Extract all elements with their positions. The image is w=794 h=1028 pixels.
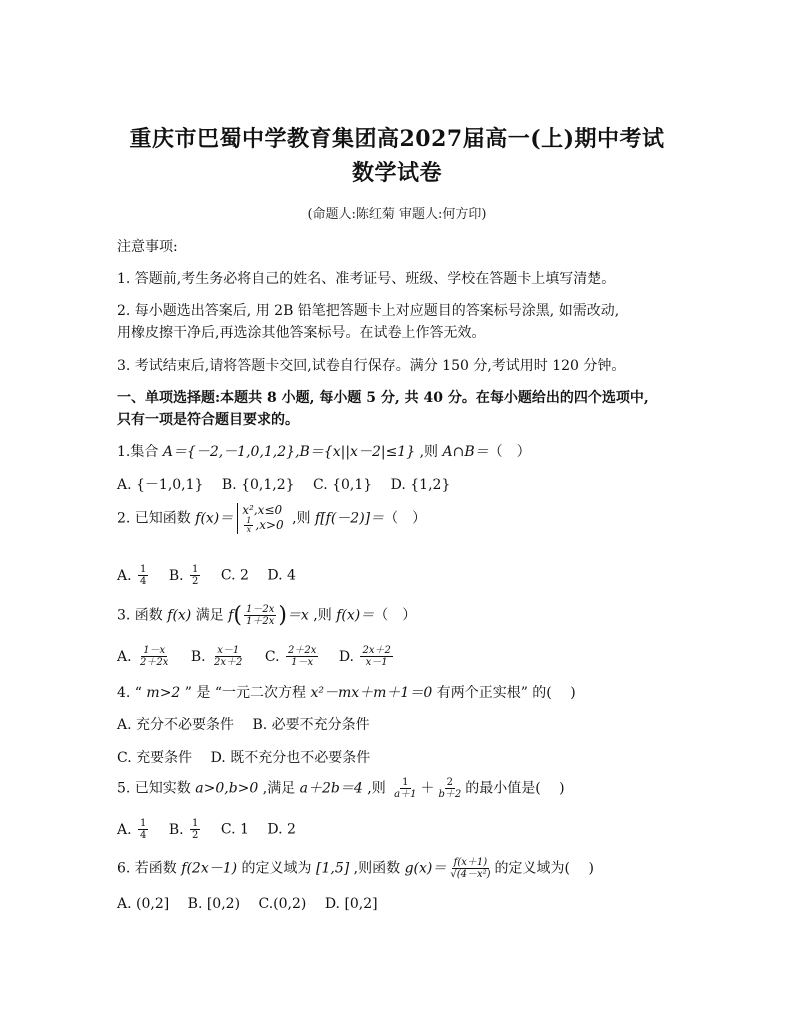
q1-option-b: B. {0,1,2} xyxy=(221,477,295,493)
q3-fx: f(x) xyxy=(167,607,192,624)
q3-option-b xyxy=(190,645,247,668)
q2-option-a-den: 4 xyxy=(140,576,147,587)
q2-option-d: D. 4 xyxy=(267,567,296,584)
q6-f: f(2x－1) xyxy=(181,860,238,877)
q4-option-c: C. 充要条件 xyxy=(117,750,193,766)
exam-title: 重庆市巴蜀中学教育集团高2027届高一(上)期中考试 xyxy=(129,126,665,152)
q2-option-b-label: B. xyxy=(168,567,184,584)
q3-paren: （ ） xyxy=(374,607,417,624)
q6-g-num: f(x＋1) xyxy=(453,857,488,868)
q1-option-a: A. {－1,0,1} xyxy=(117,477,204,493)
q4-options-row1 xyxy=(117,714,697,734)
q5-f2-den: b＋2 xyxy=(438,789,462,800)
q3-option-a xyxy=(117,645,172,668)
q3-rest: ＝x xyxy=(286,607,309,624)
q4-option-a: A. 充分不必要条件 xyxy=(117,717,235,733)
q3-option-c-label: C. xyxy=(264,648,280,665)
q2-ask: f[f(－2)]＝ xyxy=(315,510,385,527)
notice-heading: 注意事项: xyxy=(117,239,178,255)
question-2 xyxy=(117,503,697,534)
q5-d: 的最小值是( ) xyxy=(465,780,565,797)
q2-option-c: C. 2 xyxy=(220,567,249,584)
q3-option-d-den: x－1 xyxy=(365,657,388,668)
q2-prefix: 2. 已知函数 xyxy=(117,510,196,527)
q5-option-a-den: 4 xyxy=(140,830,147,841)
q5-a: 5. 已知实数 xyxy=(117,780,196,797)
q2-piece2-rest: ,x>0 xyxy=(255,518,284,532)
q4-cond: m>2 xyxy=(146,685,181,701)
q3-option-b-label: B. xyxy=(190,648,206,665)
q6-g: g(x)＝ xyxy=(404,860,447,877)
q6-d: 的定义域为( ) xyxy=(494,860,594,877)
q5-option-c: C. 1 xyxy=(220,821,249,838)
q1-math: A＝{－2,－1,0,1,2},B＝{x||x－2|≤1} xyxy=(162,444,416,460)
q2-piece2-den: x xyxy=(246,525,252,534)
q2-piece-1: x²,x≤0 xyxy=(242,503,283,517)
q3-prefix: 3. 函数 xyxy=(117,607,168,624)
q5-f2-num: 2 xyxy=(446,777,454,788)
section-heading: 一、单项选择题:本题共 8 小题, 每小题 5 分, 共 40 分。在每小题给出的四个选项中, xyxy=(117,390,649,406)
q3-options xyxy=(117,645,697,668)
q1-option-d: D. {1,2} xyxy=(390,477,451,493)
q5-b: ,满足 xyxy=(258,780,300,797)
q2-piecewise xyxy=(237,503,283,534)
q4-options-row2 xyxy=(117,747,697,767)
q3-ask: f(x)＝ xyxy=(336,607,375,624)
q2-option-a-num: 1 xyxy=(140,564,147,575)
q5-option-b-den: 2 xyxy=(192,830,199,841)
q5-options xyxy=(117,818,697,841)
q6-options xyxy=(117,896,697,912)
q2-option-a xyxy=(117,564,150,587)
q5-plus: ＋ xyxy=(420,780,435,797)
notice-item-2-cont: 用橡皮擦干净后,再选涂其他答案标号。在试卷上作答无效。 xyxy=(117,325,486,341)
q1-option-c: C. {0,1} xyxy=(312,477,373,493)
question-3: 3. 函数 f(x) 满足 f( $\frac{1-2x}{1+2x}$ )＝x ,则 f(x)＝（ ） xyxy=(117,603,417,628)
section-heading-cont: 只有一项是符合题目要求的。 xyxy=(117,412,299,428)
q5-option-a-num: 1 xyxy=(140,818,147,829)
q4-eq: x²－mx＋m＋1＝0 xyxy=(310,685,433,701)
notice-item-3: 3. 考试结束后,请将答题卡交回,试卷自行保存。满分 150 分,考试用时 120 分钟。 xyxy=(117,358,626,374)
q6-option-a: A. (0,2] xyxy=(117,896,170,912)
q2-option-b xyxy=(168,564,203,587)
q4-option-d: D. 既不充分也不必要条件 xyxy=(210,750,371,766)
q3-f: f xyxy=(228,607,234,624)
q6-option-b: B. [0,2) xyxy=(187,896,241,912)
q6-option-d: D. [0,2] xyxy=(324,896,378,912)
q5-option-a-label: A. xyxy=(117,821,132,838)
q5-c: ,则 xyxy=(362,780,391,797)
q3-option-c-den: 1－x xyxy=(291,657,314,668)
question-6 xyxy=(117,857,697,880)
q5-option-d: D. 2 xyxy=(267,821,296,838)
q6-a: 6. 若函数 xyxy=(117,860,182,877)
q3-option-a-label: A. xyxy=(117,648,132,665)
q3-option-a-den: 2＋2x xyxy=(140,657,169,668)
q3-option-b-num: x－1 xyxy=(217,645,240,656)
notice-item-1: 1. 答题前,考生务必将自己的姓名、准考证号、班级、学校在答题卡上填写清楚。 xyxy=(117,271,616,287)
q5-option-b xyxy=(168,818,203,841)
q3-option-c-num: 2＋2x xyxy=(288,645,317,656)
notice-item-2: 2. 每小题选出答案后, 用 2B 铅笔把答题卡上对应题目的答案标号涂黑, 如需改动, xyxy=(117,303,620,319)
question-1 xyxy=(117,441,697,461)
q5-option-b-label: B. xyxy=(168,821,184,838)
q3-option-d-num: 2x＋2 xyxy=(362,645,391,656)
q3-arg-num: 1－2x xyxy=(245,604,275,615)
q3-option-c xyxy=(264,645,321,668)
q3-mid: 满足 xyxy=(191,607,229,624)
authors-line: (命题人:陈红菊 审题人:何方印) xyxy=(307,207,487,222)
q4-b: ” 是 “一元二次方程 xyxy=(180,685,311,701)
question-5 xyxy=(117,777,697,800)
q2-piece2-num: 1 xyxy=(246,516,252,525)
q6-option-c: C.(0,2) xyxy=(258,896,307,912)
q2-option-b-num: 1 xyxy=(192,564,199,575)
question-4 xyxy=(117,682,697,702)
q2-option-b-den: 2 xyxy=(192,576,199,587)
q3-option-b-den: 2x＋2 xyxy=(214,657,243,668)
q5-option-b-num: 1 xyxy=(192,818,199,829)
q2-options xyxy=(117,564,697,587)
q6-g-den: √(4－x²) xyxy=(450,869,491,880)
q1-mid: ,则 xyxy=(415,444,443,460)
q3-option-a-num: 1－x xyxy=(143,645,166,656)
q2-fx: f(x)＝ xyxy=(195,510,234,527)
q5-f1-num: 1 xyxy=(402,777,409,788)
q1-paren: （ ） xyxy=(488,444,531,460)
q6-b: 的定义域为 xyxy=(237,860,316,877)
q2-option-a-label: A. xyxy=(117,567,132,584)
q1-math2: A∩B＝ xyxy=(442,444,489,460)
q2-paren: （ ） xyxy=(384,510,427,527)
q4-c: 有两个正实根” 的( ) xyxy=(432,685,576,701)
q5-eq: a＋2b＝4 xyxy=(299,780,363,797)
q3-then: ,则 xyxy=(308,607,337,624)
q3-option-d xyxy=(338,645,395,668)
q6-c: ,则函数 xyxy=(349,860,405,877)
q6-dom: [1,5] xyxy=(316,860,350,877)
q2-suffix: ,则 xyxy=(287,510,316,527)
q5-cond: a>0,b>0 xyxy=(195,780,259,797)
q4-option-b: B. 必要不充分条件 xyxy=(252,717,370,733)
q1-options xyxy=(117,474,697,494)
q3-option-d-label: D. xyxy=(338,648,355,665)
q4-a: 4. “ xyxy=(117,685,147,701)
q5-f1-den: a＋1 xyxy=(394,789,417,800)
q1-prefix: 1.集合 xyxy=(117,444,163,460)
q3-arg-den: 1＋2x xyxy=(245,616,275,627)
q2-piece-2 xyxy=(242,517,283,534)
exam-subtitle: 数学试卷 xyxy=(351,160,442,186)
q5-option-a xyxy=(117,818,150,841)
